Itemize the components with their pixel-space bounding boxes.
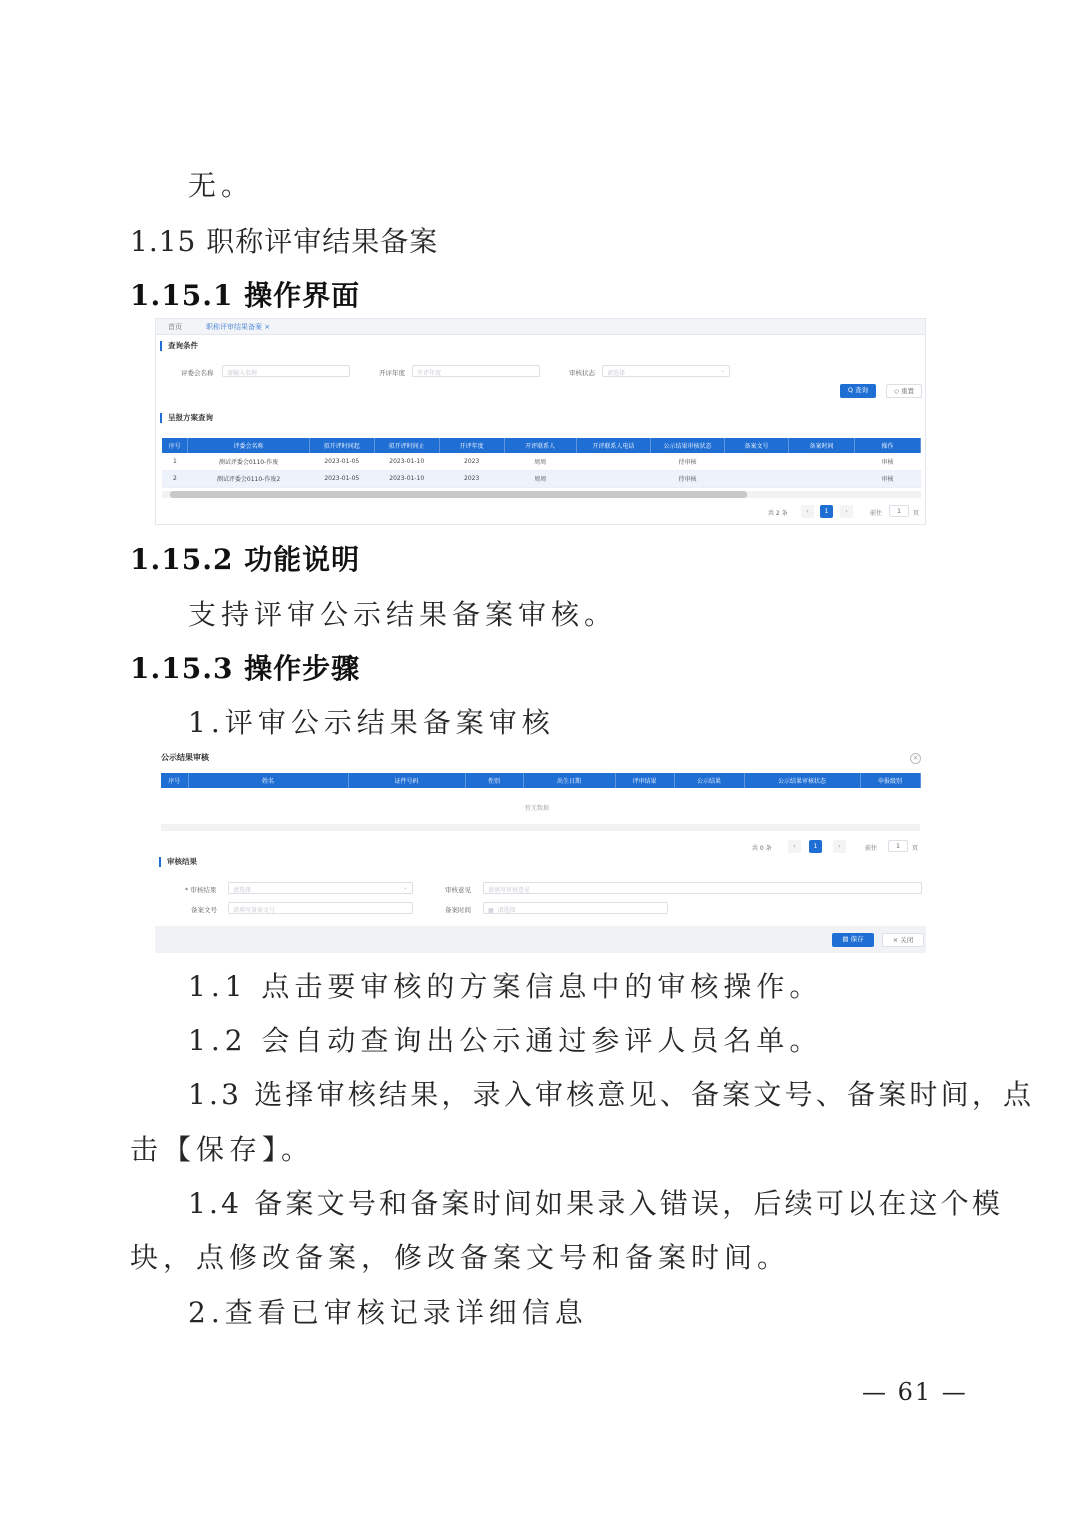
filing-table: [162, 438, 921, 488]
subheading-1-15-1: 1.15.1 操作界面: [130, 279, 361, 312]
column-header: 备案时间: [789, 438, 855, 453]
column-header: 序号: [161, 773, 188, 788]
pager-page-1[interactable]: 1: [809, 840, 822, 853]
list-section-title: 呈报方案查询: [160, 413, 213, 423]
table-cell: 待审核: [650, 453, 724, 470]
column-header: 开评联系人电话: [576, 438, 650, 453]
column-header: 公示结果: [674, 773, 744, 788]
query-section-title: 查询条件: [160, 341, 198, 351]
pager-prev-button[interactable]: ‹: [801, 505, 814, 518]
pager-goto-input[interactable]: 1: [888, 840, 908, 852]
column-header: 评委会名称: [188, 438, 310, 453]
table-cell: [725, 470, 789, 487]
tab-home[interactable]: 首页: [168, 323, 182, 331]
chevron-down-icon: ⌄: [719, 367, 725, 374]
body-line-none: 无。: [188, 169, 255, 202]
step-1-4-line-2: 块，点修改备案，修改备案文号和备案时间。: [130, 1241, 791, 1274]
table-cell: [789, 470, 855, 487]
horizontal-scrollbar[interactable]: [161, 824, 920, 831]
table-cell: 周周: [504, 453, 576, 470]
review-section-title: 审核结果: [159, 857, 197, 867]
field-label-year: 开评年度: [379, 369, 405, 377]
column-header: 公示结果审核状态: [744, 773, 860, 788]
step-1-3-line-2: 击【保存】。: [130, 1133, 315, 1166]
column-header: 评审结果: [615, 773, 674, 788]
review-result-select[interactable]: 请选择 ⌄: [228, 882, 413, 894]
pager-next-button[interactable]: ›: [840, 505, 853, 518]
dialog-title: 公示结果审核: [161, 753, 209, 762]
table-cell: 待审核: [650, 470, 724, 487]
table-cell: 2023-01-05: [309, 453, 374, 470]
filing-time-label: 备案时间: [445, 906, 471, 914]
close-icon[interactable]: ×: [910, 753, 921, 764]
step-1-title: 1.评审公示结果备案审核: [188, 706, 555, 739]
doc-number-label: 备案文号: [191, 906, 217, 914]
column-header: 开评联系人: [504, 438, 576, 453]
year-input[interactable]: 开评年度: [412, 365, 540, 377]
table-header-row: [161, 773, 920, 788]
pager-page-unit: 页: [913, 510, 920, 517]
pager-total: 共 0 条: [752, 845, 772, 852]
column-header: 性别: [465, 773, 523, 788]
save-icon: ▤: [842, 935, 851, 943]
screenshot-review-dialog: [155, 748, 926, 953]
column-header: 姓名: [188, 773, 348, 788]
step-1-2: 1.2 会自动查询出公示通过参评人员名单。: [188, 1024, 823, 1057]
review-action-link[interactable]: 审核: [854, 470, 920, 487]
subheading-1-15-3: 1.15.3 操作步骤: [130, 652, 361, 685]
dialog-footer: [155, 926, 926, 953]
pager-goto-label: 前往: [865, 845, 878, 852]
review-opinion-label: 审核意见: [445, 886, 471, 894]
step-1-4-line-1: 1.4 备案文号和备案时间如果录入错误，后续可以在这个模: [188, 1187, 1004, 1220]
column-header: 开评年度: [439, 438, 504, 453]
status-select[interactable]: 请选择 ⌄: [602, 365, 730, 377]
table-cell: 2023-01-10: [374, 453, 439, 470]
table-cell: 2: [162, 470, 188, 487]
table-row: [162, 453, 921, 470]
table-cell: 测试评委会0110-作废2: [188, 470, 310, 487]
table-cell: 2023: [439, 453, 504, 470]
table-cell: [576, 470, 650, 487]
pager-total: 共 2 条: [768, 510, 788, 517]
close-button[interactable]: × 关闭: [882, 933, 924, 947]
subheading-1-15-2: 1.15.2 功能说明: [130, 543, 361, 576]
table-cell: [789, 453, 855, 470]
table-cell: [576, 453, 650, 470]
table-cell: 测试评委会0110-作废: [188, 453, 310, 470]
table-cell: [725, 453, 789, 470]
screenshot-filing-list: [155, 318, 926, 525]
committee-name-input[interactable]: 请输入名称: [222, 365, 350, 377]
review-opinion-input[interactable]: 请填写审核意见: [483, 882, 922, 894]
column-header: 拟开评时间起: [309, 438, 374, 453]
candidate-table: [161, 773, 921, 788]
column-header: 申报级别: [860, 773, 920, 788]
table-cell: 1: [162, 453, 188, 470]
column-header: 序号: [162, 438, 188, 453]
table-row: [162, 470, 921, 487]
save-button[interactable]: ▤ 保存: [832, 933, 874, 947]
reset-button[interactable]: ◇ 重置: [886, 384, 922, 398]
tab-bar: [156, 319, 925, 335]
column-header: 证件号码: [348, 773, 465, 788]
pager-goto-label: 前往: [870, 510, 883, 517]
review-action-link[interactable]: 审核: [854, 453, 920, 470]
scrollbar-thumb[interactable]: [170, 491, 747, 498]
filing-time-picker[interactable]: ▦ 请选择: [483, 902, 668, 914]
tab-result-filing[interactable]: 职称评审结果备案 ×: [206, 323, 271, 331]
pager-prev-button[interactable]: ‹: [788, 840, 801, 853]
page-number: — 61 —: [862, 1378, 968, 1406]
table-cell: 2023: [439, 470, 504, 487]
field-label-committee: 评委会名称: [181, 369, 214, 377]
column-header: 操作: [854, 438, 920, 453]
pager-goto-input[interactable]: 1: [889, 505, 909, 517]
pager-page-1[interactable]: 1: [820, 505, 833, 518]
calendar-icon: ▦: [488, 907, 494, 914]
pager-page-unit: 页: [912, 845, 919, 852]
section-heading-1-15: 1.15 职称评审结果备案: [130, 225, 439, 258]
step-2-title: 2.查看已审核记录详细信息: [188, 1296, 588, 1329]
table-cell: 2023-01-05: [309, 470, 374, 487]
table-header-row: [162, 438, 921, 453]
chevron-down-icon: ⌄: [402, 884, 408, 891]
review-result-label: * 审核结果: [185, 886, 217, 894]
empty-table-text: 暂无数据: [525, 805, 550, 812]
table-cell: 2023-01-10: [374, 470, 439, 487]
step-1-1: 1.1 点击要审核的方案信息中的审核操作。: [188, 970, 823, 1003]
column-header: 备案文号: [725, 438, 789, 453]
column-header: 公示结果审核状态: [650, 438, 724, 453]
step-1-3-line-1: 1.3 选择审核结果，录入审核意见、备案文号、备案时间，点: [188, 1078, 1035, 1111]
doc-number-input[interactable]: 请填写备案文号: [228, 902, 413, 914]
pager-next-button[interactable]: ›: [833, 840, 846, 853]
function-description: 支持评审公示结果备案审核。: [188, 598, 618, 631]
search-button[interactable]: Q 查询: [840, 384, 876, 398]
table-cell: 周周: [504, 470, 576, 487]
field-label-status: 审核状态: [569, 369, 595, 377]
column-header: 出生日期: [523, 773, 615, 788]
column-header: 拟开评时间止: [374, 438, 439, 453]
